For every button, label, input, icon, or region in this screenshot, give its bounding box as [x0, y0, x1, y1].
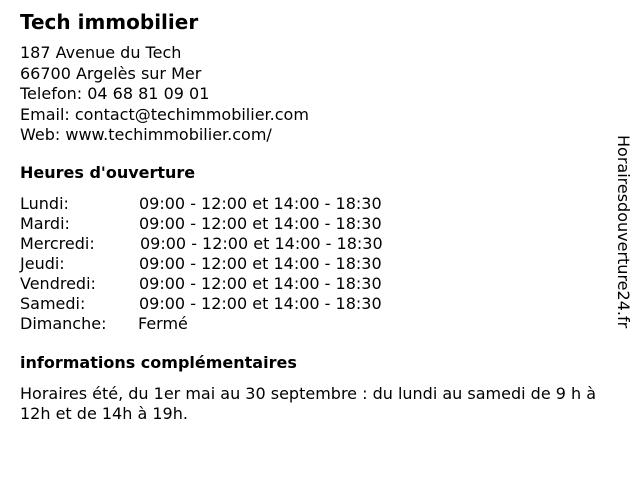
day-label: Lundi: [20, 194, 69, 213]
opening-hours-heading: Heures d'ouverture [20, 163, 196, 182]
phone-number: Telefon: 04 68 81 09 01 [20, 84, 210, 103]
day-hours: Fermé [138, 314, 188, 333]
day-label: Vendredi: [20, 274, 96, 293]
day-hours: 09:00 - 12:00 et 14:00 - 18:30 [140, 234, 383, 253]
additional-info-text: Horaires été, du 1er mai au 30 septembre : du lundi au samedi de 9 h à 12h et de 14h à 19h. [20, 384, 597, 423]
source-watermark: Horairesdouverture24.fr [614, 135, 633, 329]
day-hours: 09:00 - 12:00 et 14:00 - 18:30 [139, 194, 382, 213]
website: Web: www.techimmobilier.com/ [20, 125, 272, 144]
day-hours: 09:00 - 12:00 et 14:00 - 18:30 [139, 214, 382, 233]
day-label: Mardi: [20, 214, 70, 233]
day-label: Jeudi: [20, 254, 65, 273]
day-hours: 09:00 - 12:00 et 14:00 - 18:30 [139, 254, 382, 273]
business-name: Tech immobilier [20, 10, 199, 34]
address-city: 66700 Argelès sur Mer [20, 63, 202, 83]
address-street: 187 Avenue du Tech [20, 43, 182, 62]
day-hours: 09:00 - 12:00 et 14:00 - 18:30 [139, 294, 382, 313]
additional-info-heading: informations complémentaires [20, 353, 297, 372]
day-label: Mercredi: [20, 234, 95, 253]
email-address: Email: contact@techimmobilier.com [20, 104, 309, 124]
contact-block [20, 43, 309, 146]
day-label: Dimanche: [20, 314, 107, 333]
day-hours: 09:00 - 12:00 et 14:00 - 18:30 [139, 274, 382, 293]
day-label: Samedi: [20, 294, 86, 313]
